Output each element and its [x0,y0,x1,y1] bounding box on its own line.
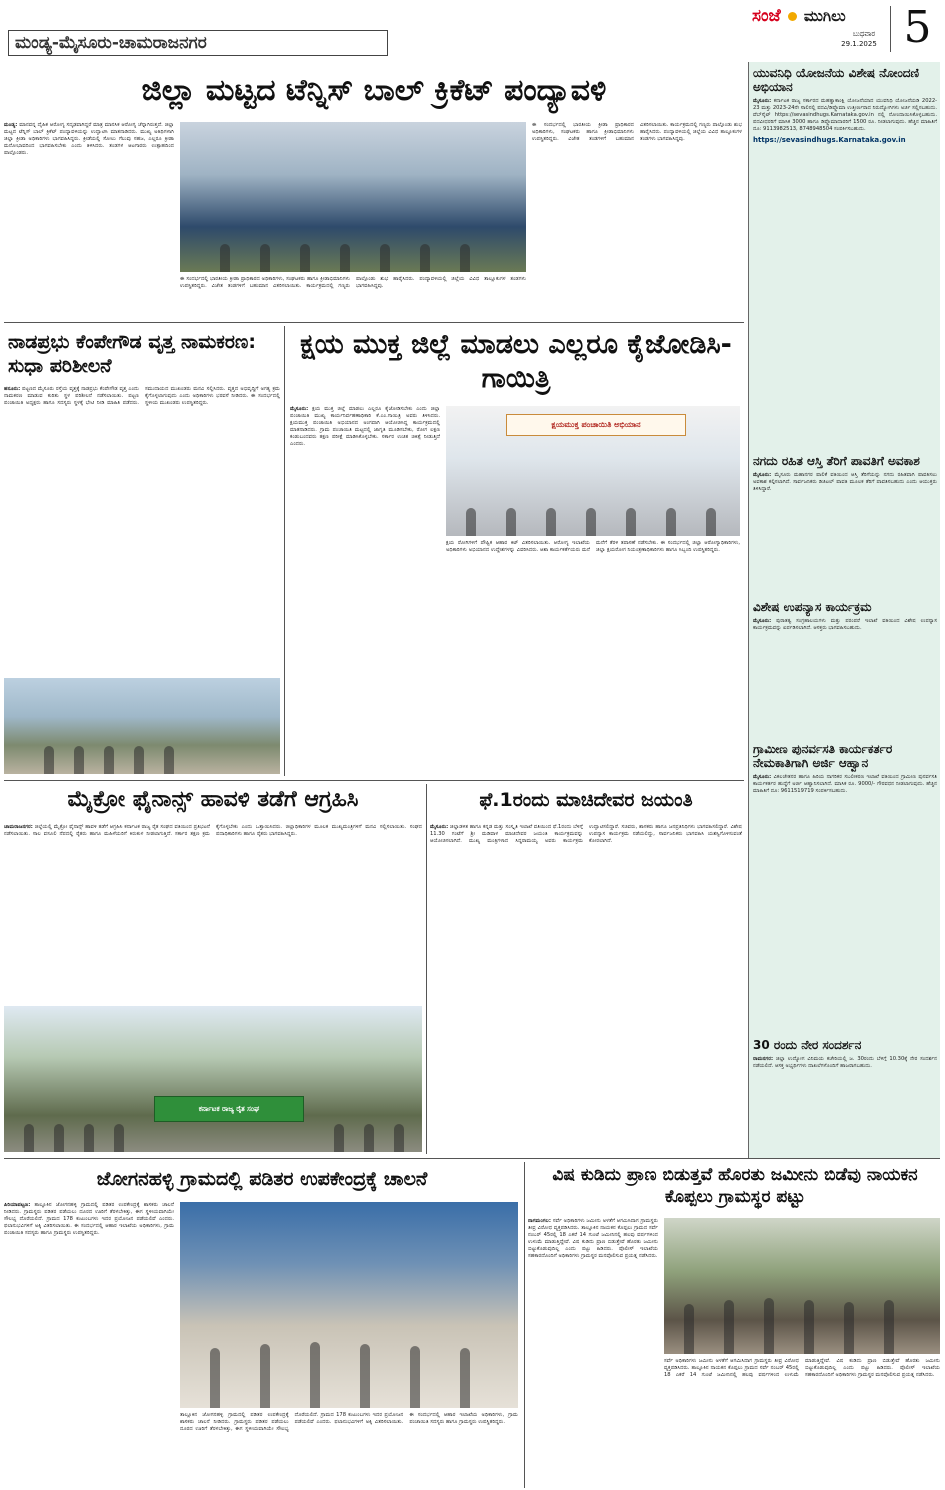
microfinance-banner [154,1096,304,1122]
sidebar-item-5 [753,1038,937,1154]
tb-banner-text: ಕ್ಷಯಮುಕ್ತ ಪಂಚಾಯಿತಿ ಅಭಿಯಾನ [551,420,641,429]
sidebar-item-3-body: ಪುರಾತತ್ವ ಸಂಗ್ರಹಾಲಯಗಳು ಮತ್ತು ಪರಂಪರೆ ಇಲಾಖೆ ವತಿಯಿಂದ ವಿಶೇಷ ಉಪನ್ಯಾಸ ಕಾರ್ಯಕ್ರಮವನ್ನು ಏರ್ಪಡಿಸಲಾಗಿದೆ. ಆಸಕ್ತರು ಭಾಗವಹಿಸಬಹುದು. [753,618,937,631]
jogana-body-left [4,1202,174,1486]
madeshwara-dateline: ಮೈಸೂರು: [430,824,449,830]
sidebar-item-4-body: ವಿಕಲಚೇತನರ ಹಾಗೂ ಹಿರಿಯ ನಾಗರಿಕರ ಸಬಲೀಕರಣ ಇಲಾಖೆ ವತಿಯಿಂದ ಗ್ರಾಮೀಣ ಪುನರ್ವಸತಿ ಕಾರ್ಯಕರ್ತರ ಹುದ್ದೆಗೆ ಅರ್ಜಿ ಆಹ್ವಾನಿಸಲಾಗಿದೆ. ಮಾಸಿಕ ರೂ. 9000/- ಗೌರವಧನ ನೀಡಲಾಗುವುದು. ಹೆಚ್ಚಿನ ಮಾಹಿತಿಗೆ ದೂ: 9611519719 ಸಂಪರ್ಕಿಸಬಹುದು. [753,774,937,794]
sidebar [748,62,940,1158]
sidebar-item-5-headline: 30 ರಂದು ನೇರ ಸಂದರ್ಶನ [753,1038,862,1052]
sidebar-item-3-headline: ವಿಶೇಷ ಉಪನ್ಯಾಸ ಕಾರ್ಯಕ್ರಮ [753,600,872,614]
microfinance-protest-photo [4,1006,422,1152]
sidebar-item-1 [753,66,937,444]
sidebar-item-2 [753,454,937,592]
sidebar-item-3 [753,600,937,730]
tb-headline: ಕ್ಷಯ ಮುಕ್ತ ಜಿಲ್ಲೆ ಮಾಡಲು ಎಲ್ಲರೂ ಕೈಜೋಡಿಸಿ-ಗಾಯಿತ್ರಿ [300,329,732,394]
tb-dateline: ಮೈಸೂರು: [290,406,309,412]
microfinance-body-text: ಜಿಲ್ಲೆಯಲ್ಲಿ ಮೈಕ್ರೋ ಫೈನಾನ್ಸ್ ಹಾವಳಿ ತಡೆಗೆ ಆಗ್ರಹಿಸಿ ಕರ್ನಾಟಕ ರಾಜ್ಯ ರೈತ ಸಂಘದ ವತಿಯಿಂದ ಪ್ರತಿಭಟನೆ ನಡೆಸಲಾಯಿತು. ಸಾಲ ವಸೂಲಿ ನೆಪದಲ್ಲಿ ರೈತರು ಹಾಗೂ ಮಹಿಳೆಯರಿಗೆ ಕಿರುಕುಳ ನೀಡಲಾಗುತ್ತಿದೆ. ಸರ್ಕಾರ ತಕ್ಷಣ ಕ್ರಮ ಕೈಗೊಳ್ಳಬೇಕು ಎಂದು ಒತ್ತಾಯಿಸಿದರು. ಜಿಲ್ಲಾಧಿಕಾರಿಗಳ ಮೂಲಕ ಮುಖ್ಯಮಂತ್ರಿಗಳಿಗೆ ಮನವಿ ಸಲ್ಲಿಸಲಾಯಿತು. ಸಂಘದ ಪದಾಧಿಕಾರಿಗಳು ಹಾಗೂ ರೈತರು ಭಾಗವಹಿಸಿದ್ದರು. [4,824,422,837]
brand-right: ಮುಗಿಲು [803,7,846,25]
madeshwara-article [430,784,742,1154]
sidebar-item-4 [753,742,937,1030]
cricket-dateline: ಮಂಡ್ಯ: [4,122,18,128]
cricket-body-bottom-text: ಈ ಸಂದರ್ಭದಲ್ಲಿ ಭಾರತೀಯ ಕ್ರೀಡಾ ಪ್ರಾಧಿಕಾರದ ಅಧಿಕಾರಿಗಳು, ಸಂಘಟಕರು ಹಾಗೂ ಕ್ರೀಡಾಭಿಮಾನಿಗಳು ಉಪಸ್ಥಿತರಿದ್ದರು. ವಿಜೇತ ತಂಡಗಳಿಗೆ ಬಹುಮಾನ ವಿತರಿಸಲಾಯಿತು. ಕಾರ್ಯಕ್ರಮದಲ್ಲಿ ಗಣ್ಯರು ಪಾಲ್ಗೊಂಡು ಶುಭ ಹಾರೈಸಿದರು. ಪಂದ್ಯಾವಳಿಯಲ್ಲಿ ಜಿಲ್ಲೆಯ ವಿವಿಧ ತಾಲ್ಲೂಕುಗಳ ತಂಡಗಳು ಭಾಗವಹಿಸಿದ್ದವು. [180,276,526,289]
cricket-headline: ಜಿಲ್ಲಾ ಮಟ್ಟದ ಟೆನ್ನಿಸ್ ಬಾಲ್ ಕ್ರಿಕೆಟ್ ಪಂದ್ಯಾವಳಿ [141,73,607,108]
jogana-body-left-text: ತಾಲ್ಲೂಕಿನ ಜೋಗನಹಳ್ಳಿ ಗ್ರಾಮದಲ್ಲಿ ಪಡಿತರ ಉಪಕೇಂದ್ರಕ್ಕೆ ಶಾಸಕರು ಚಾಲನೆ ನೀಡಿದರು. ಗ್ರಾಮಸ್ಥರು ಪಡಿತರ ಪಡೆಯಲು ದೂರದ ಊರಿಗೆ ತೆರಳಬೇಕಿತ್ತು, ಈಗ ಸ್ಥಳೀಯವಾಗಿಯೇ ಸೌಲಭ್ಯ ದೊರೆಯಲಿದೆ. ಗ್ರಾಮದ 178 ಕುಟುಂಬಗಳು ಇದರ ಪ್ರಯೋಜನ ಪಡೆಯಲಿವೆ ಎಂದರು. ಫಲಾನುಭವಿಗಳಿಗೆ ಅಕ್ಕಿ ವಿತರಿಸಲಾಯಿತು. ಈ ಸಂದರ್ಭದಲ್ಲಿ ಆಹಾರ ಇಲಾಖೆಯ ಅಧಿಕಾರಿಗಳು, ಗ್ರಾಮ ಪಂಚಾಯಿತಿ ಸದಸ್ಯರು ಹಾಗೂ ಗ್ರಾಮಸ್ಥರು ಉಪಸ್ಥಿತರಿದ್ದರು. [4,1202,174,1236]
microfinance-headline: ಮೈಕ್ರೋ ಫೈನಾನ್ಸ್ ಹಾವಳಿ ತಡೆಗೆ ಆಗ್ರಹಿಸಿ [67,787,359,812]
cricket-body-right-text: ಈ ಸಂದರ್ಭದಲ್ಲಿ ಭಾರತೀಯ ಕ್ರೀಡಾ ಪ್ರಾಧಿಕಾರದ ಅಧಿಕಾರಿಗಳು, ಸಂಘಟಕರು ಹಾಗೂ ಕ್ರೀಡಾಭಿಮಾನಿಗಳು ಉಪಸ್ಥಿತರಿದ್ದರು. ವಿಜೇತ ತಂಡಗಳಿಗೆ ಬಹುಮಾನ ವಿತರಿಸಲಾಯಿತು. ಕಾರ್ಯಕ್ರಮದಲ್ಲಿ ಗಣ್ಯರು ಪಾಲ್ಗೊಂಡು ಶುಭ ಹಾರೈಸಿದರು. ಪಂದ್ಯಾವಳಿಯಲ್ಲಿ ಜಿಲ್ಲೆಯ ವಿವಿಧ ತಾಲ್ಲೂಕುಗಳ ತಂಡಗಳು ಭಾಗವಹಿಸಿದ್ದವು. [532,122,742,142]
land-article [528,1162,942,1488]
tb-body-left-text: ಕ್ಷಯ ಮುಕ್ತ ಜಿಲ್ಲೆ ಮಾಡಲು ಎಲ್ಲರೂ ಕೈಜೋಡಿಸಬೇಕು ಎಂದು ಜಿಲ್ಲಾ ಪಂಚಾಯಿತಿ ಮುಖ್ಯ ಕಾರ್ಯನಿರ್ವಹಣಾಧಿಕಾರಿ ಕೆ.ಎಂ.ಗಾಯಿತ್ರಿ ಅವರು ತಿಳಿಸಿದರು. ಕ್ಷಯಮುಕ್ತ ಪಂಚಾಯಿತಿ ಅಭಿಯಾನದ ಅಂಗವಾಗಿ ಆಯೋಜಿಸಿದ್ದ ಕಾರ್ಯಕ್ರಮದಲ್ಲಿ ಮಾತನಾಡಿದರು. ಗ್ರಾಮ ಪಂಚಾಯಿತಿ ಮಟ್ಟದಲ್ಲಿ ಜಾಗೃತಿ ಮೂಡಿಸಬೇಕು, ರೋಗ ಲಕ್ಷಣ ಕಂಡುಬಂದವರು ತಕ್ಷಣ ಪರೀಕ್ಷೆ ಮಾಡಿಸಿಕೊಳ್ಳಬೇಕು. ಸರ್ಕಾರ ಉಚಿತ ಚಿಕಿತ್ಸೆ ನೀಡುತ್ತಿದೆ ಎಂದರು. [290,406,440,447]
date-label: 29.1.2025 [841,40,877,48]
kempegowda-headline: ನಾಡಪ್ರಭು ಕೆಂಪೇಗೌಡ ವೃತ್ತ ನಾಮಕರಣ: ಸುಧಾ ಪರಿಶೀಲನೆ [8,331,256,377]
masthead-divider [890,6,891,52]
land-body-bottom-text: ಸರ್ವೆ ಅಧಿಕಾರಿಗಳು ಜಮೀನು ಅಳತೆಗೆ ಆಗಮಿಸಿದಾಗ ಗ್ರಾಮಸ್ಥರು ತೀವ್ರ ವಿರೋಧ ವ್ಯಕ್ತಪಡಿಸಿದರು. ತಾಲ್ಲೂಕಿನ ನಾಯಕನ ಕೊಪ್ಪಲು ಗ್ರಾಮದ ಸರ್ವೆ ನಂಬರ್ 45ರಲ್ಲಿ 18 ಎಕರೆ 14 ಗುಂಟೆ ಜಮೀನಿನಲ್ಲಿ ಹಲವು ವರ್ಷಗಳಿಂದ ಉಳುಮೆ ಮಾಡುತ್ತಿದ್ದೇವೆ. ವಿಷ ಕುಡಿದು ಪ್ರಾಣ ಬಿಡುತ್ತೇವೆ ಹೊರತು ಜಮೀನು ಬಿಟ್ಟುಕೊಡುವುದಿಲ್ಲ ಎಂದು ಪಟ್ಟು ಹಿಡಿದರು. ಪೊಲೀಸ್ ಇಲಾಖೆಯ ಸಹಕಾರದೊಂದಿಗೆ ಅಧಿಕಾರಿಗಳು ಗ್ರಾಮಸ್ಥರ ಮನವೊಲಿಸುವ ಪ್ರಯತ್ನ ನಡೆಸಿದರು. [664,1358,940,1378]
sidebar-item-3-dateline: ಮೈಸೂರು: [753,618,772,624]
sidebar-item-2-body: ಮೈಸೂರು ಮಹಾನಗರ ಪಾಲಿಕೆ ವತಿಯಿಂದ ಆಸ್ತಿ ತೆರಿಗೆಯನ್ನು ನಗದು ರಹಿತವಾಗಿ ಪಾವತಿಸಲು ಅವಕಾಶ ಕಲ್ಪಿಸಲಾಗಿದೆ. ಸಾರ್ವಜನಿಕರು ಡಿಜಿಟಲ್ ಪಾವತಿ ಮೂಲಕ ತೆರಿಗೆ ಪಾವತಿಸಬಹುದು ಎಂದು ಆಯುಕ್ತರು ತಿಳಿಸಿದ್ದಾರೆ. [753,472,937,492]
tb-body-right-text: ಕ್ಷಯ ರೋಗಿಗಳಿಗೆ ಪೌಷ್ಟಿಕ ಆಹಾರ ಕಿಟ್ ವಿತರಿಸಲಾಯಿತು. ಆರೋಗ್ಯ ಇಲಾಖೆಯ ಅಧಿಕಾರಿಗಳು ಅಭಿಯಾನದ ಉದ್ದೇಶಗಳನ್ನು ವಿವರಿಸಿದರು. ಆಶಾ ಕಾರ್ಯಕರ್ತೆಯರು ಮನೆ ಮನೆಗೆ ತೆರಳಿ ತಪಾಸಣೆ ನಡೆಸಬೇಕು. ಈ ಸಂದರ್ಭದಲ್ಲಿ ಜಿಲ್ಲಾ ಆರೋಗ್ಯಾಧಿಕಾರಿಗಳು, ಜಿಲ್ಲಾ ಕ್ಷಯರೋಗ ನಿಯಂತ್ರಣಾಧಿಕಾರಿಗಳು ಹಾಗೂ ಸಿಬ್ಬಂದಿ ಉಪಸ್ಥಿತರಿದ್ದರು. [446,540,740,553]
tb-event-photo [446,406,740,536]
sidebar-item-4-headline: ಗ್ರಾಮೀಣ ಪುನರ್ವಸತಿ ಕಾರ್ಯಕರ್ತರ ನೇಮಕಾತಿಗಾಗಿ ಅರ್ಜಿ ಆಹ್ವಾನ [753,742,893,770]
jogana-headline: ಜೋಗನಹಳ್ಳಿ ಗ್ರಾಮದಲ್ಲಿ ಪಡಿತರ ಉಪಕೇಂದ್ರಕ್ಕೆ ಚಾಲನೆ [96,1168,428,1190]
masthead [0,0,945,60]
kempegowda-body [4,386,280,674]
cricket-team-photo [180,122,526,272]
tb-body-left [290,406,440,774]
land-body-left [528,1218,658,1486]
rule-cricket-bottom [4,322,744,323]
rule-kempegowda-right [284,326,285,776]
sidebar-item-1-headline: ಯುವನಿಧಿ ಯೋಜನೆಯ ವಿಶೇಷ ನೋಂದಣಿ ಅಭಿಯಾನ [753,66,920,94]
microfinance-banner-text: ಕರ್ನಾಟಕ ರಾಜ್ಯ ರೈತ ಸಂಘ [198,1105,260,1113]
brand-left: ಸಂಜೆ [752,6,781,26]
microfinance-body [4,824,422,1000]
tb-article [290,326,742,776]
sidebar-item-2-headline: ನಗದು ರಹಿತ ಆಸ್ತಿ ತೆರಿಗೆ ಪಾವತಿಗೆ ಅವಕಾಶ [753,454,920,468]
madeshwara-body [430,824,742,1152]
land-body-bottom [664,1358,940,1486]
cricket-article [4,62,744,320]
jogana-body-bottom [180,1412,518,1486]
jogana-article [4,1162,520,1488]
microfinance-dateline: ಚಾಮರಾಜನಗರ: [4,824,33,830]
kempegowda-dateline: ಹನೂರು: [4,386,21,392]
day-label: ಬುಧವಾರ [852,30,876,38]
land-body-left-text: ಸರ್ವೆ ಅಧಿಕಾರಿಗಳು ಜಮೀನು ಅಳತೆಗೆ ಆಗಮಿಸಿದಾಗ ಗ್ರಾಮಸ್ಥರು ತೀವ್ರ ವಿರೋಧ ವ್ಯಕ್ತಪಡಿಸಿದರು. ತಾಲ್ಲೂಕಿನ ನಾಯಕನ ಕೊಪ್ಪಲು ಗ್ರಾಮದ ಸರ್ವೆ ನಂಬರ್ 45ರಲ್ಲಿ 18 ಎಕರೆ 14 ಗುಂಟೆ ಜಮೀನಿನಲ್ಲಿ ಹಲವು ವರ್ಷಗಳಿಂದ ಉಳುಮೆ ಮಾಡುತ್ತಿದ್ದೇವೆ. ವಿಷ ಕುಡಿದು ಪ್ರಾಣ ಬಿಡುತ್ತೇವೆ ಹೊರತು ಜಮೀನು ಬಿಟ್ಟುಕೊಡುವುದಿಲ್ಲ ಎಂದು ಪಟ್ಟು ಹಿಡಿದರು. ಪೊಲೀಸ್ ಇಲಾಖೆಯ ಸಹಕಾರದೊಂದಿಗೆ ಅಧಿಕಾರಿಗಳು ಗ್ರಾಮಸ್ಥರ ಮನವೊಲಿಸುವ ಪ್ರಯತ್ನ ನಡೆಸಿದರು. [528,1218,658,1259]
section-title-box [8,30,388,56]
jogana-dateline: ಪಿರಿಯಾಪಟ್ಟಣ: [4,1202,31,1208]
sidebar-item-5-dateline: ರಾಮನಗರ: [753,1056,774,1062]
madeshwara-body-text: ಜಿಲ್ಲಾಡಳಿತ ಹಾಗೂ ಕನ್ನಡ ಮತ್ತು ಸಂಸ್ಕೃತಿ ಇಲಾಖೆ ವತಿಯಿಂದ ಫೆ.1ರಂದು ಬೆಳಿಗ್ಗೆ 11.30 ಗಂಟೆಗೆ ಶ್ರೀ ಮಡಿವಾಳ ಮಾಚಿದೇವರ ಜಯಂತಿ ಕಾರ್ಯಕ್ರಮವನ್ನು ಆಯೋಜಿಸಲಾಗಿದೆ. ಮುಖ್ಯ ಮಂತ್ರಿಗಳಾದ ಸಿದ್ದರಾಮಯ್ಯ ಅವರು ಕಾರ್ಯಕ್ರಮ ಉದ್ಘಾಟಿಸಲಿದ್ದಾರೆ. ಸಚಿವರು, ಶಾಸಕರು ಹಾಗೂ ಜನಪ್ರತಿನಿಧಿಗಳು ಭಾಗವಹಿಸಲಿದ್ದಾರೆ. ವಿಶೇಷ ಉಪನ್ಯಾಸ ಕಾರ್ಯಕ್ರಮ ನಡೆಯಲಿದ್ದು, ಸಾರ್ವಜನಿಕರು ಭಾಗವಹಿಸಿ ಯಶಸ್ವಿಗೊಳಿಸುವಂತೆ ಕೋರಲಾಗಿದೆ. [430,824,742,844]
sidebar-item-1-dateline: ಮೈಸೂರು: [753,98,772,104]
sidebar-item-2-dateline: ಮೈಸೂರು: [753,472,772,478]
page-number: 5 [903,2,932,53]
rule-microfinance-right [426,784,427,1154]
cricket-body-right [532,122,742,318]
kempegowda-photo [4,678,280,774]
sun-icon [788,12,797,21]
kempegowda-article [4,326,280,776]
cricket-body-left-text: ಮಾನವನ್ನ ದೈಹಿಕ ಆರೋಗ್ಯ ಸದೃಢವಾಗಿದ್ದರೆ ಮಾತ್ರ ಮಾನಸಿಕ ಆರೋಗ್ಯ ಚೆನ್ನಾಗಿರುತ್ತದೆ. ಜಿಲ್ಲಾ ಮಟ್ಟದ ಟೆನ್ನಿಸ್ ಬಾಲ್ ಕ್ರಿಕೆಟ್ ಪಂದ್ಯಾವಳಿಯನ್ನು ಉದ್ಘಾಟಿಸಿ ಮಾತನಾಡಿದರು. ಮುಖ್ಯ ಅತಿಥಿಗಳಾಗಿ ಜಿಲ್ಲಾ ಕ್ರೀಡಾ ಅಧಿಕಾರಿಗಳು ಭಾಗವಹಿಸಿದ್ದರು. ಕ್ರೀಡೆಯಲ್ಲಿ ಸೋಲು ಗೆಲುವು ಸಹಜ, ಎಲ್ಲರೂ ಕ್ರೀಡಾ ಮನೋಭಾವದಿಂದ ಭಾಗವಹಿಸಬೇಕು ಎಂದು ತಿಳಿಸಿದರು. ತಂಡಗಳ ಆಟಗಾರರು ಉತ್ಸಾಹದಿಂದ ಪಾಲ್ಗೊಂಡರು. [4,122,174,156]
land-villagers-photo [664,1218,940,1354]
cricket-body-bottom [180,276,526,318]
land-headline: ವಿಷ ಕುಡಿದು ಪ್ರಾಣ ಬಿಡುತ್ತವೆ ಹೊರತು ಜಮೀನು ಬಿಡೆವು ನಾಯಕನ ಕೊಪ್ಪಲು ಗ್ರಾಮಸ್ಥರ ಪಟ್ಟು [552,1165,918,1207]
madeshwara-headline: ಫೆ.1ರಂದು ಮಾಚಿದೇವರ ಜಯಂತಿ [479,789,693,811]
cricket-body-left [4,122,174,318]
rule-mid [4,780,744,781]
land-dateline: ನಾಗಮಂಗಲ: [528,1218,551,1224]
section-title: ಮಂಡ್ಯ-ಮೈಸೂರು-ಚಾಮರಾಜನಗರ [15,33,207,53]
sidebar-item-1-link[interactable]: https://sevasindhugs.Karnataka.gov.in [753,136,906,144]
rule-jogana-right [524,1162,525,1488]
brand-logo [752,6,882,28]
sidebar-item-1-body: ಕರ್ನಾಟಕ ರಾಜ್ಯ ಸರ್ಕಾರದ ಮಹತ್ವಾಕಾಂಕ್ಷಿ ಯೋಜನೆಯಾದ ಯುವನಿಧಿ ಯೋಜನೆಯಡಿ 2022-23 ಮತ್ತು 2023-24ನೇ ಸಾಲಿನಲ್ಲಿ ಪದವಿ/ಡಿಪ್ಲೊಮಾ ಉತ್ತೀರ್ಣರಾದ ನಿರುದ್ಯೋಗಿಗಳು ಅರ್ಜಿ ಸಲ್ಲಿಸಬಹುದು. ವೆಬ್‌ಸೈಟ್ https://sevasindhugs.Karnataka.gov.in ನಲ್ಲಿ ನೋಂದಾಯಿಸಿಕೊಳ್ಳಬಹುದು. ಪದವೀಧರರಿಗೆ ಮಾಸಿಕ 3000 ಹಾಗೂ ಡಿಪ್ಲೊಮಾದಾರರಿಗೆ 1500 ರೂ. ನೀಡಲಾಗುವುದು. ಹೆಚ್ಚಿನ ಮಾಹಿತಿಗೆ ದೂ: 9113982513, 8748948504 ಸಂಪರ್ಕಿಸಬಹುದು. [753,98,937,132]
tb-banner [506,414,686,436]
sidebar-item-5-body: ಜಿಲ್ಲಾ ಉದ್ಯೋಗ ವಿನಿಮಯ ಕಚೇರಿಯಲ್ಲಿ ಜ. 30ರಂದು ಬೆಳಿಗ್ಗೆ 10.30ಕ್ಕೆ ನೇರ ಸಂದರ್ಶನ ನಡೆಯಲಿದೆ. ಆಸಕ್ತ ಅಭ್ಯರ್ಥಿಗಳು ದಾಖಲೆಗಳೊಂದಿಗೆ ಹಾಜರಾಗಬಹುದು. [753,1056,937,1069]
jogana-ration-photo [180,1202,518,1408]
sidebar-item-4-dateline: ಮೈಸೂರು: [753,774,772,780]
tb-body-right [446,540,740,774]
jogana-body-bottom-text: ತಾಲ್ಲೂಕಿನ ಜೋಗನಹಳ್ಳಿ ಗ್ರಾಮದಲ್ಲಿ ಪಡಿತರ ಉಪಕೇಂದ್ರಕ್ಕೆ ಶಾಸಕರು ಚಾಲನೆ ನೀಡಿದರು. ಗ್ರಾಮಸ್ಥರು ಪಡಿತರ ಪಡೆಯಲು ದೂರದ ಊರಿಗೆ ತೆರಳಬೇಕಿತ್ತು, ಈಗ ಸ್ಥಳೀಯವಾಗಿಯೇ ಸೌಲಭ್ಯ ದೊರೆಯಲಿದೆ. ಗ್ರಾಮದ 178 ಕುಟುಂಬಗಳು ಇದರ ಪ್ರಯೋಜನ ಪಡೆಯಲಿವೆ ಎಂದರು. ಫಲಾನುಭವಿಗಳಿಗೆ ಅಕ್ಕಿ ವಿತರಿಸಲಾಯಿತು. ಈ ಸಂದರ್ಭದಲ್ಲಿ ಆಹಾರ ಇಲಾಖೆಯ ಅಧಿಕಾರಿಗಳು, ಗ್ರಾಮ ಪಂಚಾಯಿತಿ ಸದಸ್ಯರು ಹಾಗೂ ಗ್ರಾಮಸ್ಥರು ಉಪಸ್ಥಿತರಿದ್ದರು. [180,1412,518,1432]
kempegowda-body-text: ಪಟ್ಟಣದ ಮೈಸೂರು ರಸ್ತೆಯ ವೃತ್ತಕ್ಕೆ ನಾಡಪ್ರಭು ಕೆಂಪೇಗೌಡ ವೃತ್ತ ಎಂದು ನಾಮಕರಣ ಮಾಡುವ ಕುರಿತು ಸ್ಥಳ ಪರಿಶೀಲನೆ ನಡೆಸಲಾಯಿತು. ಪಟ್ಟಣ ಪಂಚಾಯಿತಿ ಅಧ್ಯಕ್ಷರು ಹಾಗೂ ಸದಸ್ಯರು ಸ್ಥಳಕ್ಕೆ ಭೇಟಿ ನೀಡಿ ಮಾಹಿತಿ ಪಡೆದರು. ಸಮುದಾಯದ ಮುಖಂಡರು ಮನವಿ ಸಲ್ಲಿಸಿದರು. ವೃತ್ತದ ಅಭಿವೃದ್ಧಿಗೆ ಅಗತ್ಯ ಕ್ರಮ ಕೈಗೊಳ್ಳಲಾಗುವುದು ಎಂದು ಅಧಿಕಾರಿಗಳು ಭರವಸೆ ನೀಡಿದರು. ಈ ಸಂದರ್ಭದಲ್ಲಿ ಸ್ಥಳೀಯ ಮುಖಂಡರು ಉಪಸ್ಥಿತರಿದ್ದರು. [4,386,280,406]
microfinance-article [4,784,422,1154]
rule-lower [4,1158,940,1159]
